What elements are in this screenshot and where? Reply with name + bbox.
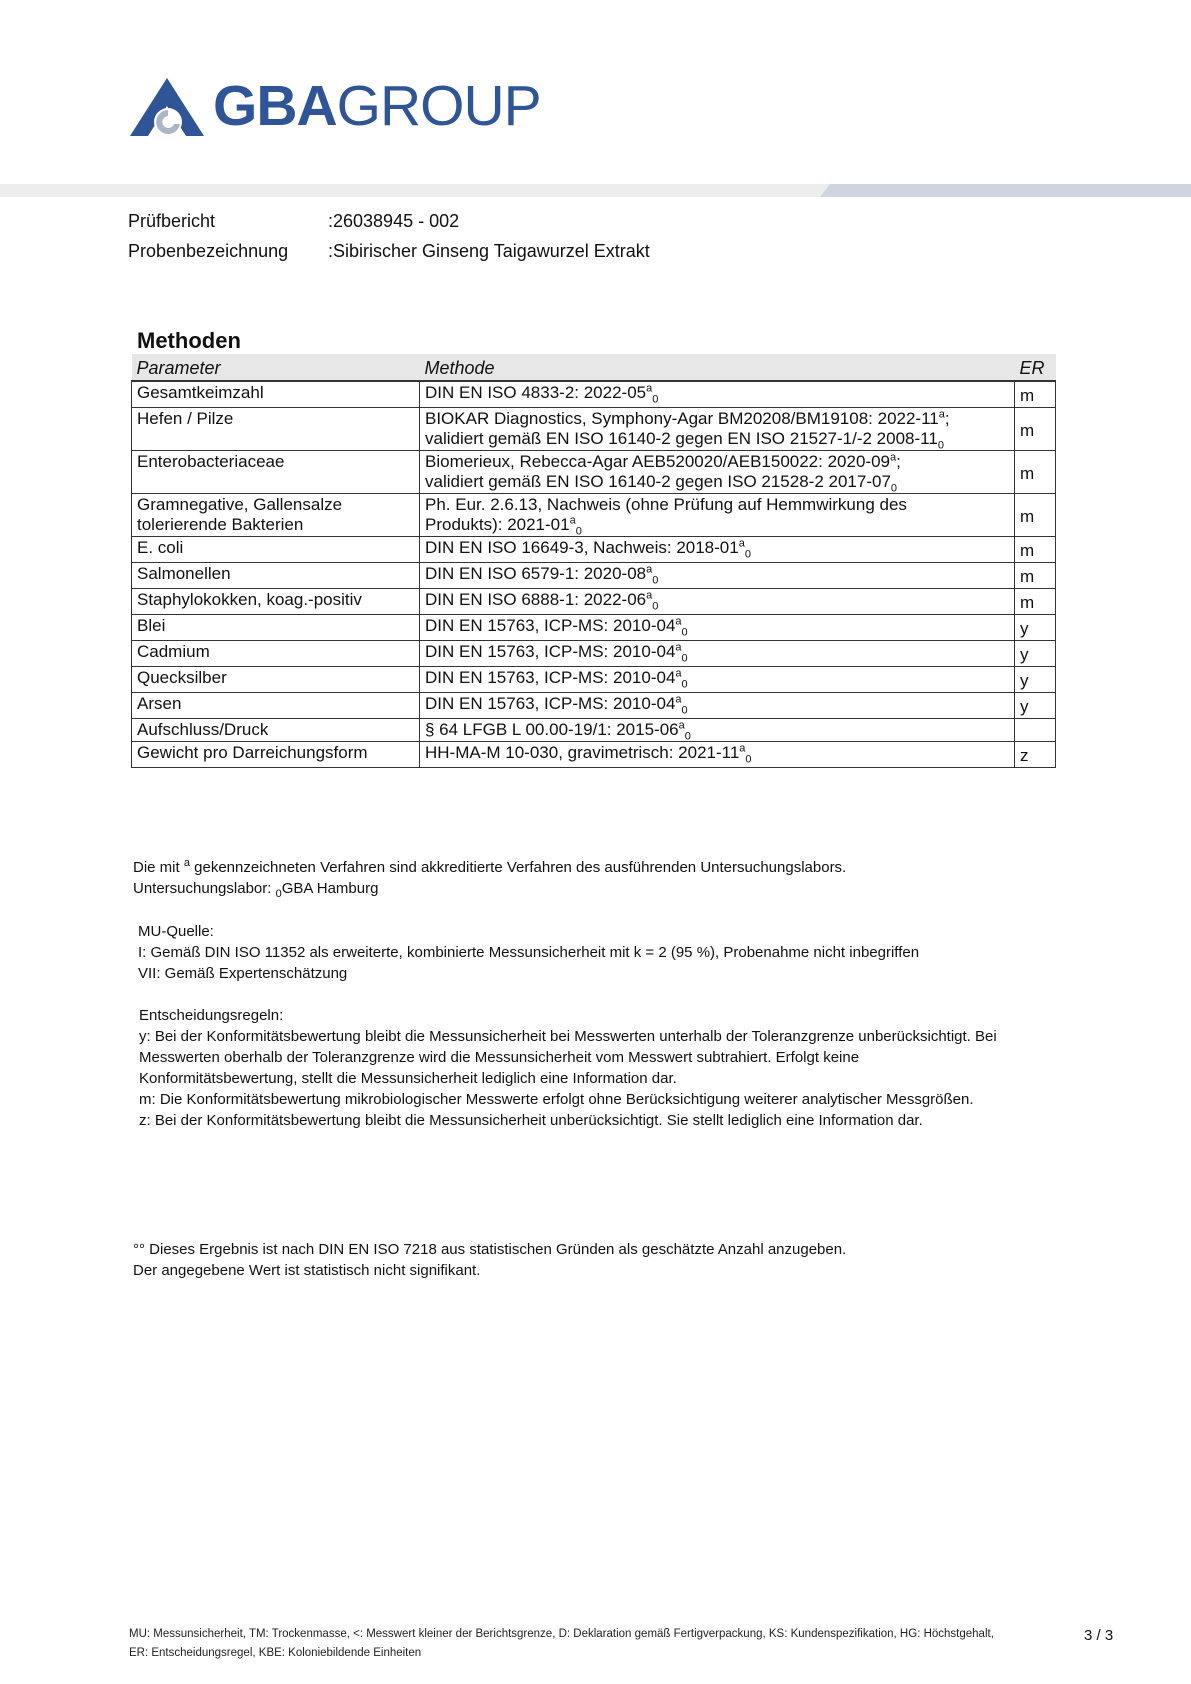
footer-abbreviations-line-2: ER: Entscheidungsregel, KBE: Koloniebildende Einheiten [129, 1647, 422, 1659]
method-text: Produkts): 2021-01 [425, 515, 570, 534]
er-cell: y [1015, 641, 1056, 667]
method-line [425, 615, 1009, 639]
parameter-text: Gesamtkeimzahl [137, 383, 264, 402]
method-cell [420, 589, 1015, 615]
statistic-note [133, 1239, 846, 1281]
lab-mark: 0 [890, 482, 898, 495]
parameter-cell [132, 408, 420, 451]
methods-header-row [132, 354, 1056, 381]
header-divider-band [0, 184, 1191, 197]
mu-source-title: MU-Quelle: [138, 923, 214, 940]
er-cell: y [1015, 693, 1056, 719]
method-line [425, 514, 1009, 538]
lab-mark: 0 [681, 652, 688, 665]
method-line [425, 667, 1009, 691]
parameter-cell [132, 381, 420, 408]
parameter-cell [132, 537, 420, 563]
lab-mark: 0 [652, 600, 659, 613]
method-row [132, 615, 1056, 641]
method-row [132, 408, 1056, 451]
parameter-text: Enterobacteriaceae [137, 452, 285, 471]
method-text: Ph. Eur. 2.6.13, Nachweis (ohne Prüfung auf Hemmwirkung des [425, 495, 907, 514]
parameter-cell [132, 451, 420, 494]
method-row [132, 494, 1056, 537]
lab-mark: 0 [681, 678, 688, 691]
parameter-cell [132, 693, 420, 719]
methods-title: Methoden [137, 328, 241, 353]
footer-abbreviations-line-1: MU: Messunsicherheit, TM: Trockenmasse, <: Messwert kleiner der Berichtsgrenze, D: Deklaration gemäß Fertigverpackung, KS: Kundenspezifikation, HG: Höchstgehalt, [129, 1628, 994, 1640]
parameter-cell [132, 494, 420, 537]
parameter-cell [132, 589, 420, 615]
method-line [425, 472, 1009, 495]
parameter-cell [132, 667, 420, 693]
header-er: ER [1015, 354, 1056, 381]
method-row [132, 693, 1056, 719]
lab-mark: 0 [937, 439, 944, 452]
accredited-mark: a [569, 514, 576, 527]
gba-group-logo [130, 74, 560, 146]
decision-rule-line: z: Bei der Konformitätsbewertung bleibt die Messunsicherheit unberücksichtigt. Sie stellt lediglich eine Information dar. [139, 1112, 923, 1129]
lab-mark: 0 [652, 574, 659, 587]
accreditation-text-pre: Die mit [133, 859, 184, 876]
parameter-text: Arsen [137, 694, 182, 713]
logo-brand-bold: GBA [213, 74, 337, 138]
accredited-mark: a [739, 742, 746, 755]
mu-source-block [138, 921, 919, 984]
statistic-note-line-2: Der angegebene Wert ist statistisch nicht signifikant. [133, 1262, 481, 1279]
method-text-tail: ; [896, 452, 901, 471]
method-row [132, 381, 1056, 408]
lab-mark: 0 [681, 626, 688, 639]
method-line [425, 495, 1009, 515]
decision-rule-line: Konformitätsbewertung, stellt die Messunsicherheit lediglich eine Information dar. [139, 1070, 677, 1087]
accredited-mark: a [646, 589, 653, 602]
method-text-tail: ; [944, 409, 950, 428]
lab-mark: 0 [275, 888, 282, 900]
accredited-mark: a [938, 408, 945, 421]
accredited-mark: a [738, 537, 745, 550]
parameter-text: Aufschluss/Druck [137, 720, 269, 739]
method-line [425, 641, 1009, 665]
er-cell: m [1015, 451, 1056, 494]
method-cell [420, 667, 1015, 693]
parameter-text: E. coli [137, 538, 184, 557]
parameter-text: Salmonellen [137, 564, 231, 583]
accreditation-note [133, 857, 846, 899]
method-line [425, 742, 1009, 766]
method-cell [420, 641, 1015, 667]
method-line [425, 429, 1009, 452]
method-cell [420, 563, 1015, 589]
parameter-cell [132, 719, 420, 742]
method-cell [420, 451, 1015, 494]
parameter-text: Gewicht pro Darreichungsform [137, 743, 368, 762]
method-cell [420, 494, 1015, 537]
methods-table-body [132, 381, 1056, 768]
method-text: DIN EN 15763, ICP-MS: 2010-04 [425, 668, 676, 687]
decision-rule-line: y: Bei der Konformitätsbewertung bleibt die Messunsicherheit bei Messwerten unterhalb der Toleranzgrenze unberücksichtigt. Bei [139, 1028, 997, 1045]
er-cell: m [1015, 381, 1056, 408]
method-text: DIN EN ISO 4833-2: 2022-05 [425, 383, 647, 402]
sample-name-value: :Sibirischer Ginseng Taigawurzel Extrakt [328, 241, 650, 261]
mu-source-line: I: Gemäß DIN ISO 11352 als erweiterte, kombinierte Messunsicherheit mit k = 2 (95 %), Probenahme nicht inbegriffen [138, 944, 920, 961]
lab-mark: 0 [575, 525, 582, 538]
report-number-value: :26038945 - 002 [328, 211, 460, 231]
method-text: HH-MA-M 10-030, gravimetrisch: 2021-11 [425, 743, 740, 762]
gba-logo-mark-icon [130, 78, 204, 138]
header-parameter: Parameter [132, 354, 420, 381]
method-row [132, 667, 1056, 693]
statistic-note-line-1: °° Dieses Ergebnis ist nach DIN EN ISO 7218 aus statistischen Gründen als geschätzte Anzahl anzugeben. [133, 1241, 847, 1258]
method-line [425, 409, 1009, 429]
accredited-mark: a [646, 382, 653, 395]
lab-mark: 0 [744, 548, 751, 561]
method-line [425, 382, 1009, 406]
method-row [132, 589, 1056, 615]
method-cell [420, 742, 1015, 768]
parameter-text: tolerierende Bakterien [137, 515, 304, 534]
lab-mark: 0 [652, 393, 659, 406]
er-cell: m [1015, 589, 1056, 615]
page-number: 3 / 3 [1084, 1627, 1114, 1644]
report-number-label: Prüfbericht [128, 211, 216, 231]
parameter-text: Gramnegative, Gallensalze [137, 495, 343, 514]
method-text: DIN EN 15763, ICP-MS: 2010-04 [425, 616, 676, 635]
parameter-cell [132, 615, 420, 641]
method-line [425, 589, 1009, 613]
accredited-mark: a [646, 563, 653, 576]
method-cell [420, 693, 1015, 719]
method-line [425, 537, 1009, 561]
accreditation-line-2 [133, 878, 846, 899]
parameter-text: Quecksilber [137, 668, 227, 687]
decision-rules-title: Entscheidungsregeln: [139, 1007, 284, 1024]
lab-name: GBA Hamburg [281, 880, 379, 897]
er-cell: m [1015, 408, 1056, 451]
logo-wordmark [213, 70, 541, 142]
accredited-mark: a [675, 615, 682, 628]
method-text: validiert gemäß EN ISO 16140-2 gegen ISO 21528-2 2017-07 [425, 472, 891, 491]
method-line [425, 719, 1009, 743]
method-text: DIN EN 15763, ICP-MS: 2010-04 [425, 642, 676, 661]
lab-mark: 0 [745, 753, 752, 766]
er-cell: z [1015, 742, 1056, 768]
lab-mark: 0 [684, 730, 691, 743]
method-line [425, 693, 1009, 717]
method-cell [420, 615, 1015, 641]
accredited-mark: a [889, 451, 897, 464]
method-text: § 64 LFGB L 00.00-19/1: 2015-06 [425, 720, 679, 739]
parameter-text: Staphylokokken, koag.-positiv [137, 590, 362, 609]
er-cell: m [1015, 563, 1056, 589]
accreditation-mark: a [183, 857, 190, 869]
parameter-cell [132, 641, 420, 667]
accreditation-line-1 [133, 857, 846, 878]
header-methode: Methode [420, 354, 1015, 381]
accreditation-text-post: gekennzeichneten Verfahren sind akkreditierte Verfahren des ausführenden Untersuchungslabors. [189, 859, 847, 876]
method-cell [420, 537, 1015, 563]
methods-table [131, 354, 1056, 768]
method-text: DIN EN ISO 16649-3, Nachweis: 2018-01 [425, 538, 739, 557]
method-cell [420, 381, 1015, 408]
lab-label: Untersuchungslabor: [133, 880, 276, 897]
method-row [132, 563, 1056, 589]
method-text: DIN EN 15763, ICP-MS: 2010-04 [425, 694, 676, 713]
method-text: Biomerieux, Rebecca-Agar AEB520020/AEB150022: 2020-09 [425, 452, 890, 471]
method-text: DIN EN ISO 6888-1: 2022-06 [425, 590, 647, 609]
mu-source-line: VII: Gemäß Expertenschätzung [138, 965, 348, 982]
method-row [132, 451, 1056, 494]
parameter-text: Hefen / Pilze [137, 409, 234, 428]
method-row [132, 537, 1056, 563]
parameter-text: Blei [137, 616, 166, 635]
accredited-mark: a [675, 641, 682, 654]
er-cell: m [1015, 537, 1056, 563]
method-row [132, 719, 1056, 742]
parameter-cell [132, 742, 420, 768]
accredited-mark: a [675, 693, 682, 706]
er-cell: y [1015, 667, 1056, 693]
parameter-cell [132, 563, 420, 589]
method-row [132, 641, 1056, 667]
accredited-mark: a [675, 667, 682, 680]
decision-rules-block [139, 1005, 997, 1131]
decision-rule-line: Messwerten oberhalb der Toleranzgrenze wird die Messunsicherheit vom Messwert subtrahiert. Erfolgt keine [139, 1049, 860, 1066]
accredited-mark: a [678, 719, 685, 732]
method-cell [420, 719, 1015, 742]
logo-brand-light: GROUP [336, 74, 541, 138]
lab-mark: 0 [681, 704, 688, 717]
sample-name-label: Probenbezeichnung [128, 241, 289, 261]
method-text: validiert gemäß EN ISO 16140-2 gegen EN ISO 21527-1/-2 2008-11 [425, 429, 938, 448]
method-text: BIOKAR Diagnostics, Symphony-Agar BM20208/BM19108: 2022-11 [425, 409, 939, 428]
er-cell: y [1015, 615, 1056, 641]
method-line [425, 452, 1009, 472]
method-cell [420, 408, 1015, 451]
decision-rule-line: m: Die Konformitätsbewertung mikrobiologischer Messwerte erfolgt ohne Berücksichtigung weiterer analytischer Messgrößen. [139, 1091, 974, 1108]
method-line [425, 563, 1009, 587]
method-row [132, 742, 1056, 768]
parameter-text: Cadmium [137, 642, 210, 661]
er-cell [1015, 719, 1056, 742]
method-text: DIN EN ISO 6579-1: 2020-08 [425, 564, 647, 583]
er-cell: m [1015, 494, 1056, 537]
